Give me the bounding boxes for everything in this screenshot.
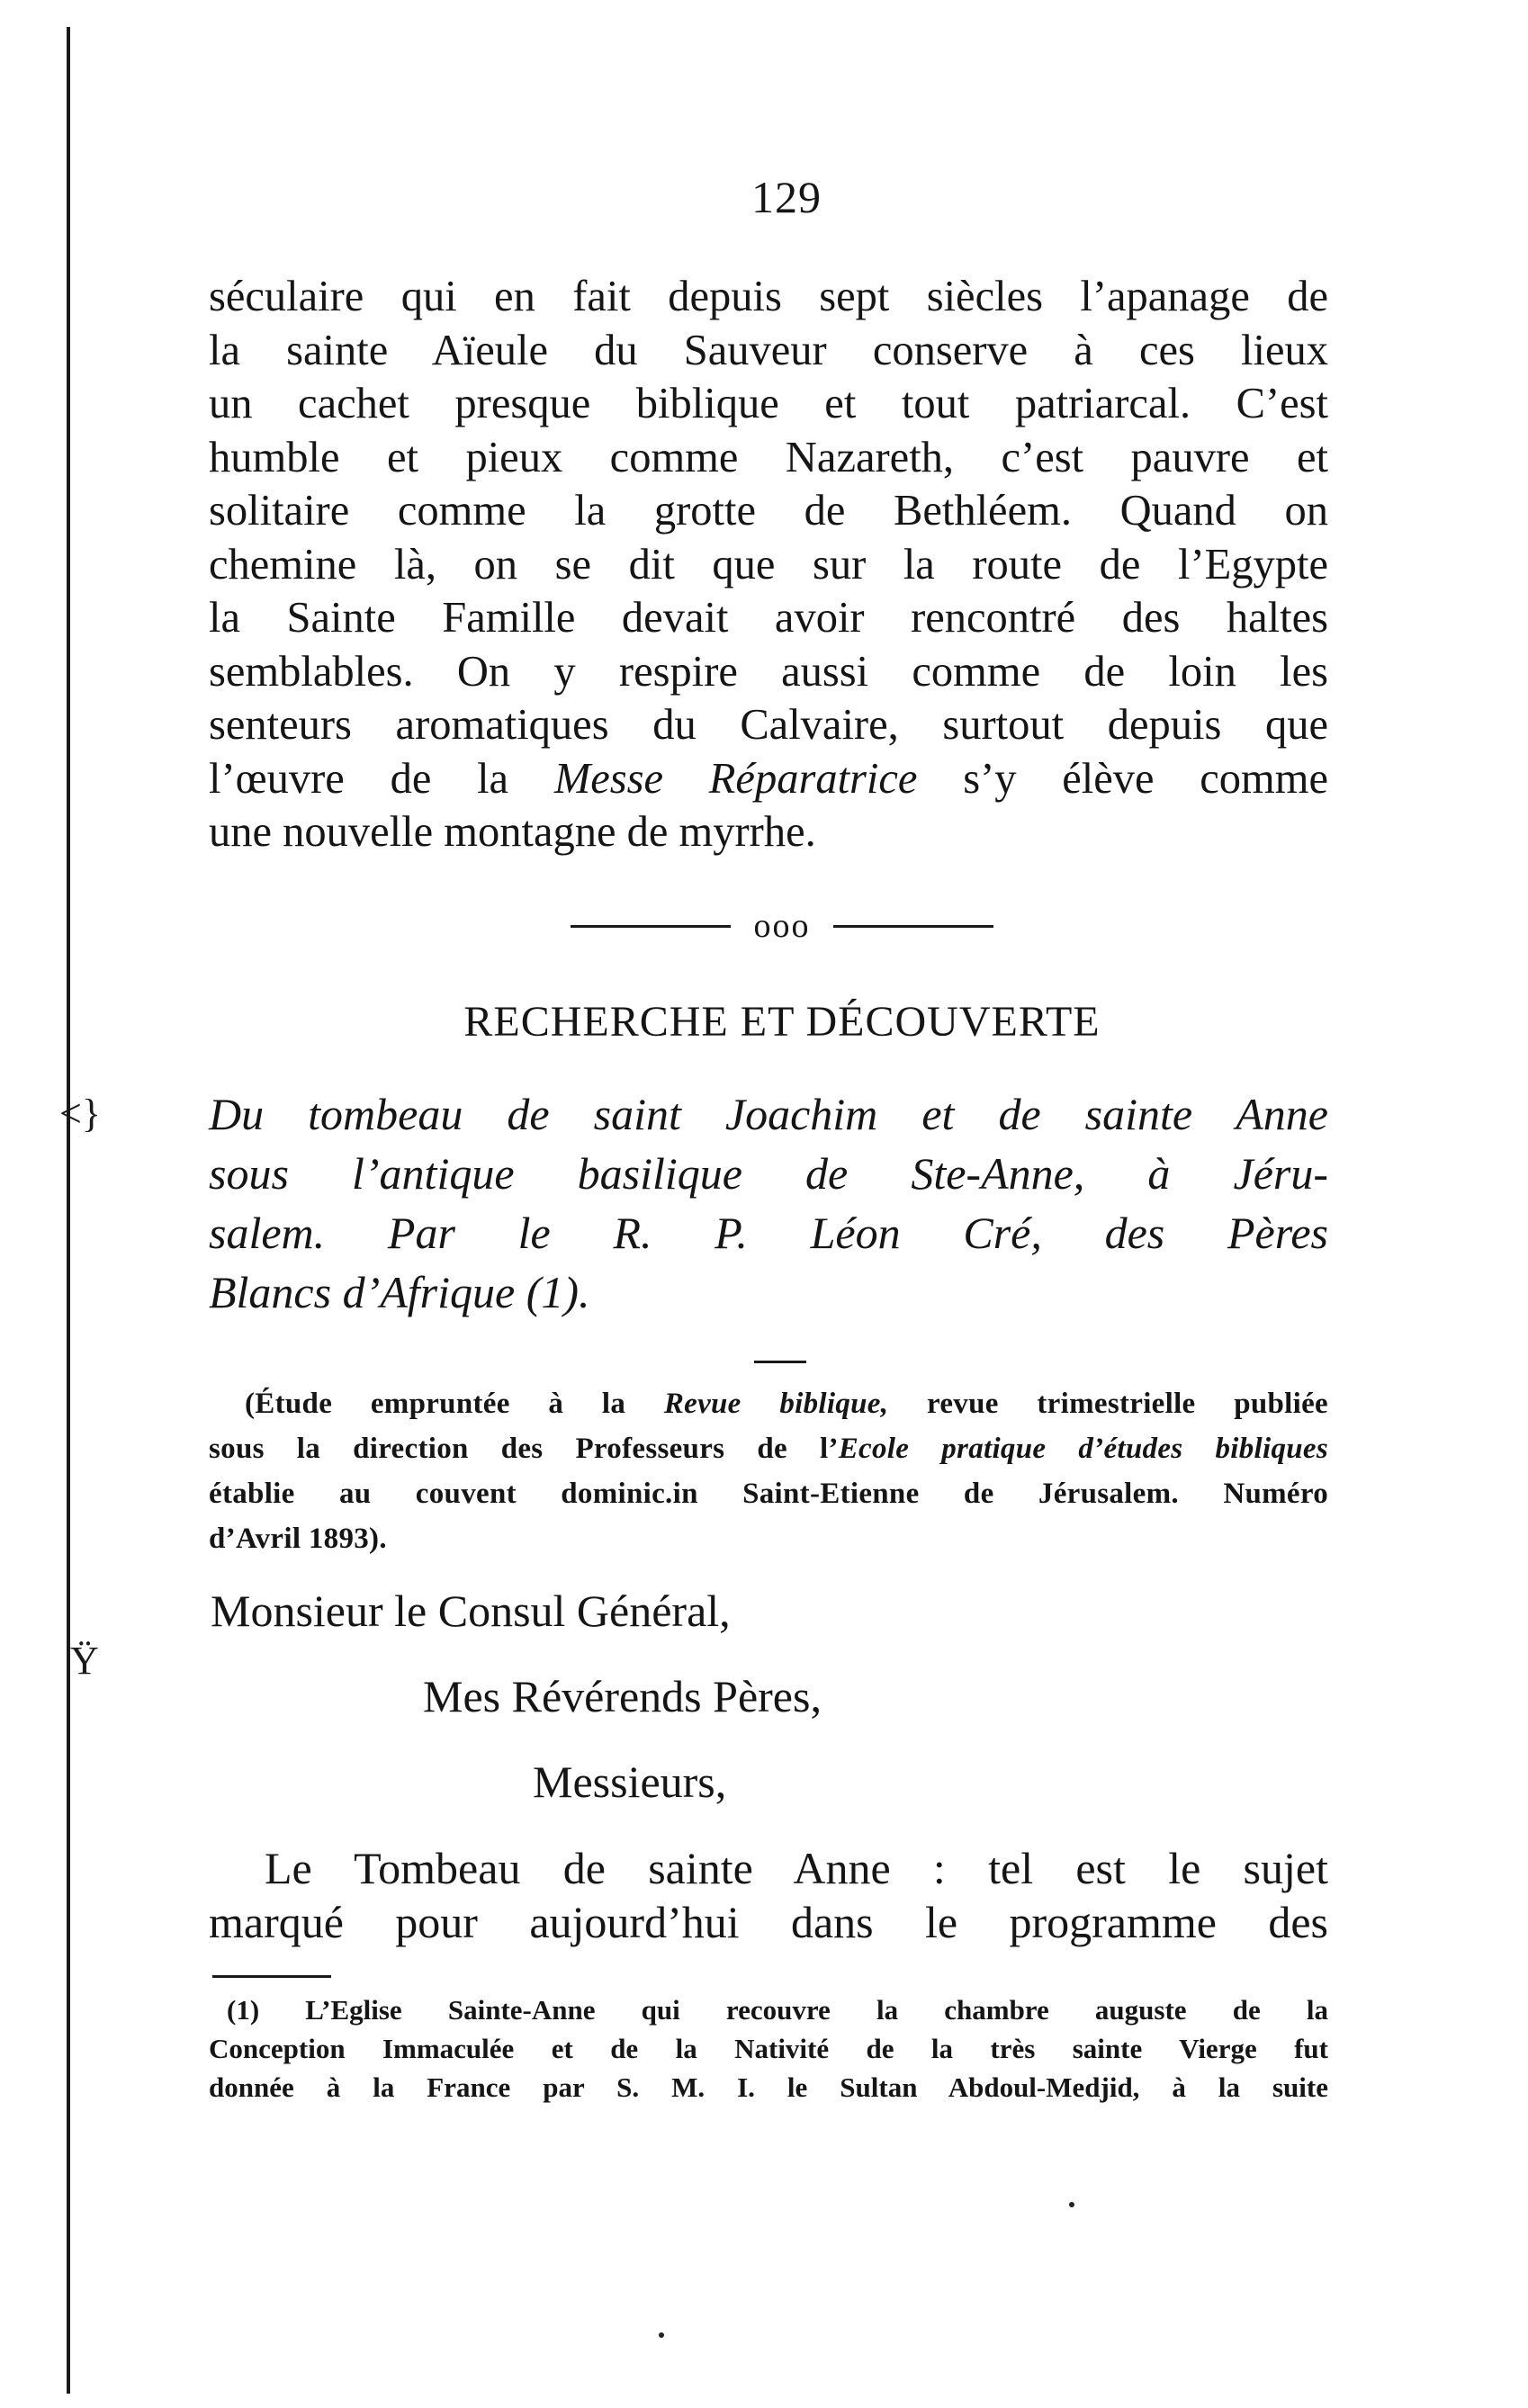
subtitle-line: Blancs d’Afrique (1). xyxy=(209,1267,590,1317)
body-line: humble et pieux comme Nazareth, c’est pauvre et xyxy=(209,433,1328,481)
margin-mark-upper: <} xyxy=(59,1092,101,1136)
subtitle-line: sous l’antique basilique de Ste-Anne, à Jéru- xyxy=(209,1148,1328,1199)
body-line: la Sainte Famille devait avoir rencontré des haltes xyxy=(209,594,1328,642)
footnote-line: Conception Immaculée et de la Nativité de la très sainte Vierge fut xyxy=(209,2033,1328,2064)
body-line-with-italic xyxy=(209,752,1328,806)
salutation-messieurs: Messieurs, xyxy=(533,1757,727,1807)
section-title: RECHERCHE ET DÉCOUVERTE xyxy=(463,998,1101,1046)
note-line xyxy=(245,1381,1328,1426)
ink-speck xyxy=(1069,2202,1074,2207)
separator-rule-right xyxy=(833,925,993,928)
body-line-text: s’y élève comme xyxy=(917,754,1329,803)
italic-title-messe-reparatrice: Messe Réparatrice xyxy=(553,754,918,803)
section-separator xyxy=(571,909,993,943)
footnote-rule xyxy=(212,1975,331,1978)
footnote xyxy=(209,1990,1328,2107)
note-line xyxy=(209,1426,1328,1471)
body-line: solitaire comme la grotte de Bethléem. Quand on xyxy=(209,487,1328,535)
binding-edge-line xyxy=(67,27,70,2394)
separator-ornament: ooo xyxy=(753,907,811,945)
source-note xyxy=(209,1381,1328,1561)
closing-line: marqué pour aujourd’hui dans le programme des xyxy=(209,1897,1328,1947)
short-divider-rule xyxy=(754,1361,806,1363)
body-line: semblables. On y respire aussi comme de loin les xyxy=(209,647,1328,696)
body-line: un cachet presque biblique et tout patriarcal. C’est xyxy=(209,380,1328,427)
body-line: chemine là, on se dit que sur la route de l’Egypte xyxy=(209,540,1328,589)
body-line: senteurs aromatiques du Calvaire, surtout depuis que xyxy=(209,701,1328,749)
italic-revue-biblique: Revue biblique, xyxy=(663,1388,889,1420)
footnote-line: donnée à la France par S. M. I. le Sultan Abdoul-Medjid, à la suite xyxy=(209,2071,1328,2103)
note-line: d’Avril 1893). xyxy=(209,1523,387,1555)
separator-rule-left xyxy=(571,925,731,928)
salutation-consul: Monsieur le Consul Général, xyxy=(211,1586,731,1636)
subtitle-line: Du tombeau de saint Joachim et de sainte Anne xyxy=(209,1089,1328,1139)
ink-speck xyxy=(659,2332,664,2338)
body-line: la sainte Aïeule du Sauveur conserve à ces lieux xyxy=(209,326,1328,374)
body-line: une nouvelle montagne de myrrhe. xyxy=(209,808,816,856)
closing-line: Le Tombeau de sainte Anne : tel est le sujet xyxy=(265,1843,1328,1893)
margin-mark-lower: Ÿ xyxy=(70,1639,99,1683)
note-text: (Étude empruntée à la xyxy=(245,1388,664,1420)
note-text: sous la direction des Professeurs de l’ xyxy=(209,1433,839,1465)
page-number: 129 xyxy=(751,172,822,222)
body-paragraph xyxy=(209,270,1328,859)
section-subtitle xyxy=(209,1084,1328,1322)
note-text: revue trimestrielle publiée xyxy=(888,1388,1328,1420)
note-line: établie au couvent dominic.in Saint-Etienne de Jérusalem. Numéro xyxy=(209,1478,1328,1510)
footnote-line: (1) L’Eglise Sainte-Anne qui recouvre la chambre auguste de la xyxy=(227,1994,1328,2026)
closing-paragraph xyxy=(209,1841,1328,1949)
body-line-text: l’œuvre de la xyxy=(209,754,554,803)
subtitle-line: salem. Par le R. P. Léon Cré, des Pères xyxy=(209,1208,1328,1258)
salutation-peres: Mes Révérends Pères, xyxy=(423,1671,822,1721)
body-line: séculaire qui en fait depuis sept siècles l’apanage de xyxy=(209,273,1328,320)
italic-ecole-pratique: Ecole pratique d’études bibliques xyxy=(838,1433,1328,1465)
